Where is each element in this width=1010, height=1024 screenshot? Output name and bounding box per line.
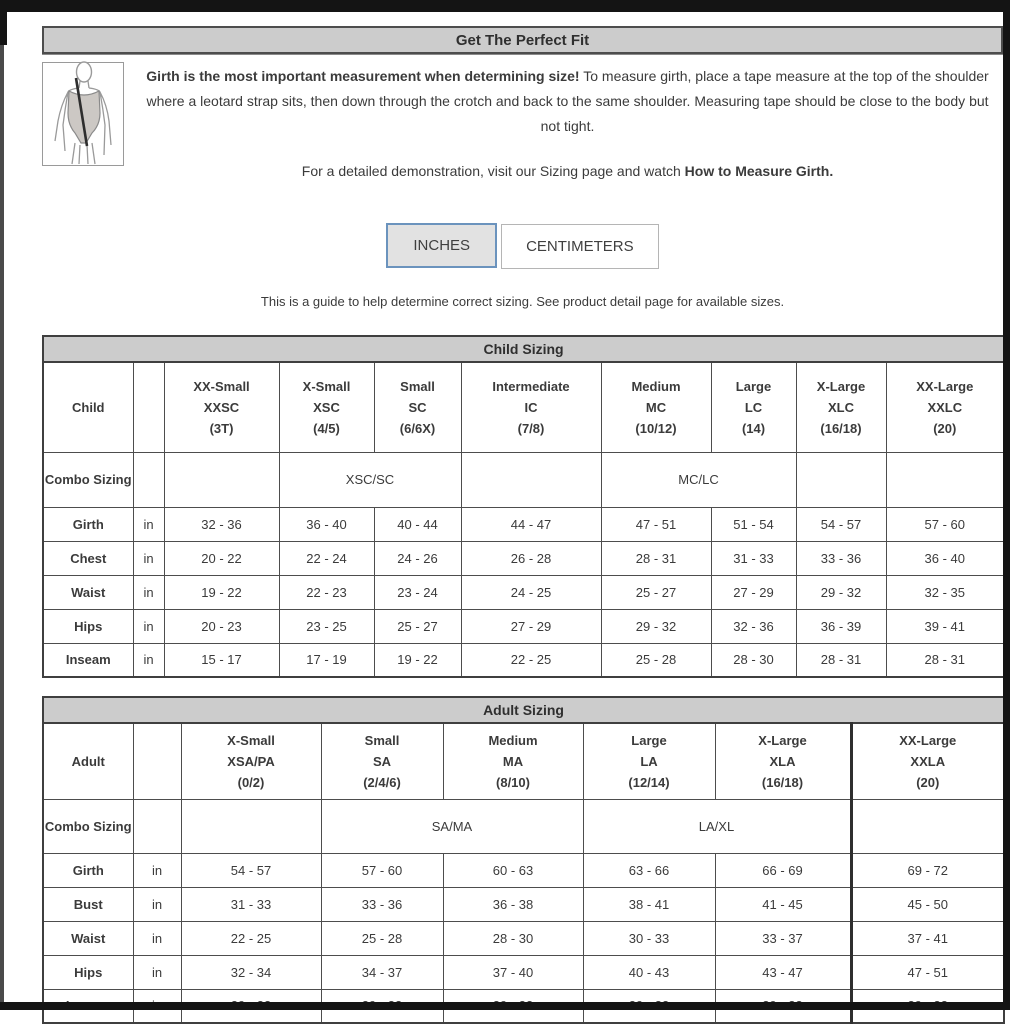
leotard-figure-svg	[43, 63, 123, 165]
table-row	[43, 921, 1004, 955]
girth-instructions-lead: Girth is the most important measurement when determining size!	[146, 68, 580, 84]
size-range: (7/8)	[517, 420, 545, 436]
row-label: Hips	[43, 609, 133, 643]
row-label: Bust	[43, 887, 133, 921]
size-range: (2/4/6)	[363, 774, 401, 790]
size-value: 54 - 57	[181, 853, 321, 887]
size-value: 33 - 36	[796, 541, 886, 575]
table-row	[43, 541, 1004, 575]
size-value: 20 - 22	[164, 541, 279, 575]
size-value: 31 - 33	[181, 887, 321, 921]
demo-note	[136, 163, 999, 179]
page-title	[42, 26, 1003, 54]
column-header	[164, 362, 279, 452]
size-value: 31 - 33	[711, 541, 796, 575]
unit-cell: in	[133, 507, 164, 541]
size-name: Medium	[488, 732, 538, 748]
size-value: 60 - 63	[443, 853, 583, 887]
girth-instructions	[136, 64, 999, 139]
size-value: 39 - 41	[886, 609, 1004, 643]
table-row	[43, 575, 1004, 609]
size-name: X-Small	[302, 378, 351, 394]
sizing-page	[4, 12, 1003, 1002]
table-row	[43, 507, 1004, 541]
inches-button[interactable]: INCHES	[386, 223, 497, 268]
size-value: 51 - 54	[711, 507, 796, 541]
row-label: Chest	[43, 541, 133, 575]
unit-toggle	[42, 223, 1003, 269]
size-range: (16/18)	[761, 774, 804, 790]
unit-cell: in	[133, 643, 164, 677]
combo-value: LA/XL	[583, 799, 851, 853]
size-value: 26 - 28	[461, 541, 601, 575]
size-value: 27 - 29	[711, 575, 796, 609]
size-value: 25 - 28	[601, 643, 711, 677]
screenshot-frame-notch	[0, 0, 7, 45]
intro-text-column	[124, 62, 1003, 179]
unit-header	[133, 362, 164, 452]
size-value: 25 - 27	[601, 575, 711, 609]
centimeters-button[interactable]: CENTIMETERS	[501, 224, 659, 269]
size-value: 22 - 24	[279, 541, 374, 575]
demo-note-prefix: For a detailed demonstration, visit our Sizing page and watch	[301, 163, 685, 179]
table-row	[43, 799, 1004, 853]
size-code: LA	[640, 753, 658, 769]
size-name: X-Large	[758, 732, 807, 748]
size-value: 22 - 25	[181, 921, 321, 955]
size-name: Small	[400, 378, 435, 394]
size-name: Medium	[631, 378, 681, 394]
size-range: (0/2)	[237, 774, 265, 790]
unit-cell: in	[133, 853, 181, 887]
size-range: (20)	[916, 774, 940, 790]
combo-cell	[133, 799, 181, 853]
screenshot-frame-right	[1003, 0, 1010, 1010]
size-value: 32 - 36	[164, 507, 279, 541]
size-value: 28 - 31	[796, 643, 886, 677]
table-row	[43, 723, 1004, 799]
size-value: 57 - 60	[321, 853, 443, 887]
size-range: (6/6X)	[399, 420, 436, 436]
size-code: XLA	[769, 753, 796, 769]
column-header	[443, 723, 583, 799]
size-value: 19 - 22	[374, 643, 461, 677]
size-value: 32 - 34	[181, 955, 321, 989]
leotard-girth-diagram-icon	[42, 62, 124, 166]
column-header	[851, 723, 1004, 799]
size-value: 69 - 72	[851, 853, 1004, 887]
adult-table-title: Adult Sizing	[43, 697, 1004, 723]
row-header: Adult	[43, 723, 133, 799]
size-code: LC	[744, 399, 763, 415]
guide-note: This is a guide to help determine correct sizing. See product detail page for available sizes.	[260, 294, 785, 309]
size-value: 37 - 40	[443, 955, 583, 989]
size-name: X-Small	[227, 732, 275, 748]
size-value: 29 - 32	[601, 609, 711, 643]
child-sizing-table	[42, 335, 1005, 678]
screenshot-frame-bottom	[0, 1002, 1010, 1010]
size-range: (12/14)	[628, 774, 670, 790]
size-value: 44 - 47	[461, 507, 601, 541]
column-header	[583, 723, 715, 799]
size-code: XXLA	[910, 753, 946, 769]
column-header	[886, 362, 1004, 452]
unit-cell: in	[133, 955, 181, 989]
size-value: 19 - 22	[164, 575, 279, 609]
combo-cell	[181, 799, 321, 853]
unit-cell: in	[133, 609, 164, 643]
column-header	[601, 362, 711, 452]
child-table-title: Child Sizing	[43, 336, 1004, 362]
size-range: (14)	[741, 420, 766, 436]
size-value: 20 - 23	[164, 609, 279, 643]
size-range: (3T)	[209, 420, 234, 436]
table-row	[43, 362, 1004, 452]
size-code: IC	[524, 399, 538, 415]
size-value: 29 - 32	[796, 575, 886, 609]
size-range: (10/12)	[635, 420, 677, 436]
column-header	[461, 362, 601, 452]
unit-cell: in	[133, 887, 181, 921]
size-value: 37 - 41	[851, 921, 1004, 955]
row-label: Waist	[43, 921, 133, 955]
size-value: 47 - 51	[601, 507, 711, 541]
size-name: Large	[735, 378, 772, 394]
combo-cell	[886, 452, 1004, 507]
column-header	[321, 723, 443, 799]
size-range: (4/5)	[313, 420, 340, 436]
combo-cell	[851, 799, 1004, 853]
size-value: 15 - 17	[164, 643, 279, 677]
size-range: (8/10)	[496, 774, 530, 790]
size-value: 32 - 35	[886, 575, 1004, 609]
size-code: XSC	[313, 399, 340, 415]
size-value: 28 - 30	[711, 643, 796, 677]
size-value: 24 - 26	[374, 541, 461, 575]
combo-value: SA/MA	[321, 799, 583, 853]
size-code: XSA/PA	[227, 753, 275, 769]
size-value: 30 - 33	[583, 921, 715, 955]
row-header: Child	[43, 362, 133, 452]
combo-value: MC/LC	[601, 452, 796, 507]
size-value: 27 - 29	[461, 609, 601, 643]
size-code: XXLC	[927, 399, 963, 415]
size-code: SA	[372, 753, 392, 769]
size-code: SC	[408, 399, 427, 415]
table-row	[43, 336, 1004, 362]
size-value: 66 - 69	[715, 853, 851, 887]
size-value: 22 - 25	[461, 643, 601, 677]
table-row	[43, 697, 1004, 723]
size-range: (20)	[933, 420, 957, 436]
column-header	[711, 362, 796, 452]
size-value: 33 - 36	[321, 887, 443, 921]
screenshot-frame-top	[0, 0, 1010, 12]
size-name: X-Large	[816, 378, 866, 394]
size-value: 40 - 43	[583, 955, 715, 989]
size-value: 36 - 40	[279, 507, 374, 541]
combo-cell	[461, 452, 601, 507]
column-header	[715, 723, 851, 799]
row-label: Waist	[43, 575, 133, 609]
size-value: 40 - 44	[374, 507, 461, 541]
size-value: 63 - 66	[583, 853, 715, 887]
size-name: XX-Large	[916, 378, 974, 394]
row-label: Hips	[43, 955, 133, 989]
table-row	[43, 887, 1004, 921]
intro-section	[42, 62, 1003, 179]
unit-cell: in	[133, 921, 181, 955]
table-row	[43, 643, 1004, 677]
combo-cell	[796, 452, 886, 507]
size-value: 32 - 36	[711, 609, 796, 643]
table-row	[43, 955, 1004, 989]
unit-cell: in	[133, 541, 164, 575]
combo-cell	[133, 452, 164, 507]
combo-value: XSC/SC	[279, 452, 461, 507]
unit-header	[133, 723, 181, 799]
size-value: 25 - 27	[374, 609, 461, 643]
size-value: 28 - 31	[886, 643, 1004, 677]
size-range: (16/18)	[820, 420, 862, 436]
combo-label: Combo Sizing	[43, 452, 133, 507]
size-value: 54 - 57	[796, 507, 886, 541]
size-value: 28 - 30	[443, 921, 583, 955]
combo-label: Combo Sizing	[43, 799, 133, 853]
size-name: XX-Large	[899, 732, 957, 748]
size-value: 43 - 47	[715, 955, 851, 989]
size-code: MC	[645, 399, 667, 415]
size-value: 22 - 23	[279, 575, 374, 609]
size-value: 45 - 50	[851, 887, 1004, 921]
girth-instructions-body: To measure girth, place a tape measure at the top of the shoulder where a leotard strap sits, then down through the crotch and back to the same shoulder. Measuring tape should be close to the body but not tight.	[146, 68, 989, 134]
size-code: XXSC	[203, 399, 240, 415]
size-value: 24 - 25	[461, 575, 601, 609]
row-label: Girth	[43, 853, 133, 887]
row-label: Inseam	[43, 643, 133, 677]
size-name: XX-Small	[193, 378, 250, 394]
column-header	[796, 362, 886, 452]
column-header	[279, 362, 374, 452]
size-value: 33 - 37	[715, 921, 851, 955]
table-row	[43, 452, 1004, 507]
size-value: 36 - 38	[443, 887, 583, 921]
table-row	[43, 853, 1004, 887]
table-row	[43, 609, 1004, 643]
size-value: 23 - 24	[374, 575, 461, 609]
size-value: 38 - 41	[583, 887, 715, 921]
size-code: XLC	[828, 399, 854, 415]
size-value: 41 - 45	[715, 887, 851, 921]
size-value: 25 - 28	[321, 921, 443, 955]
combo-cell	[164, 452, 279, 507]
size-value: 47 - 51	[851, 955, 1004, 989]
unit-cell: in	[133, 575, 164, 609]
size-value: 28 - 31	[601, 541, 711, 575]
column-header	[181, 723, 321, 799]
size-name: Intermediate	[492, 378, 570, 394]
size-value: 23 - 25	[279, 609, 374, 643]
row-label: Girth	[43, 507, 133, 541]
column-header	[374, 362, 461, 452]
size-value: 34 - 37	[321, 955, 443, 989]
page-title-text: Get The Perfect Fit	[455, 31, 590, 49]
size-value: 36 - 39	[796, 609, 886, 643]
size-value: 36 - 40	[886, 541, 1004, 575]
size-value: 57 - 60	[886, 507, 1004, 541]
size-name: Large	[631, 732, 667, 748]
demo-note-bold: How to Measure Girth.	[684, 163, 834, 179]
adult-sizing-table	[42, 696, 1005, 1024]
screenshot-frame-left	[0, 12, 4, 1010]
size-code: MA	[502, 753, 524, 769]
size-value: 17 - 19	[279, 643, 374, 677]
size-name: Small	[364, 732, 400, 748]
